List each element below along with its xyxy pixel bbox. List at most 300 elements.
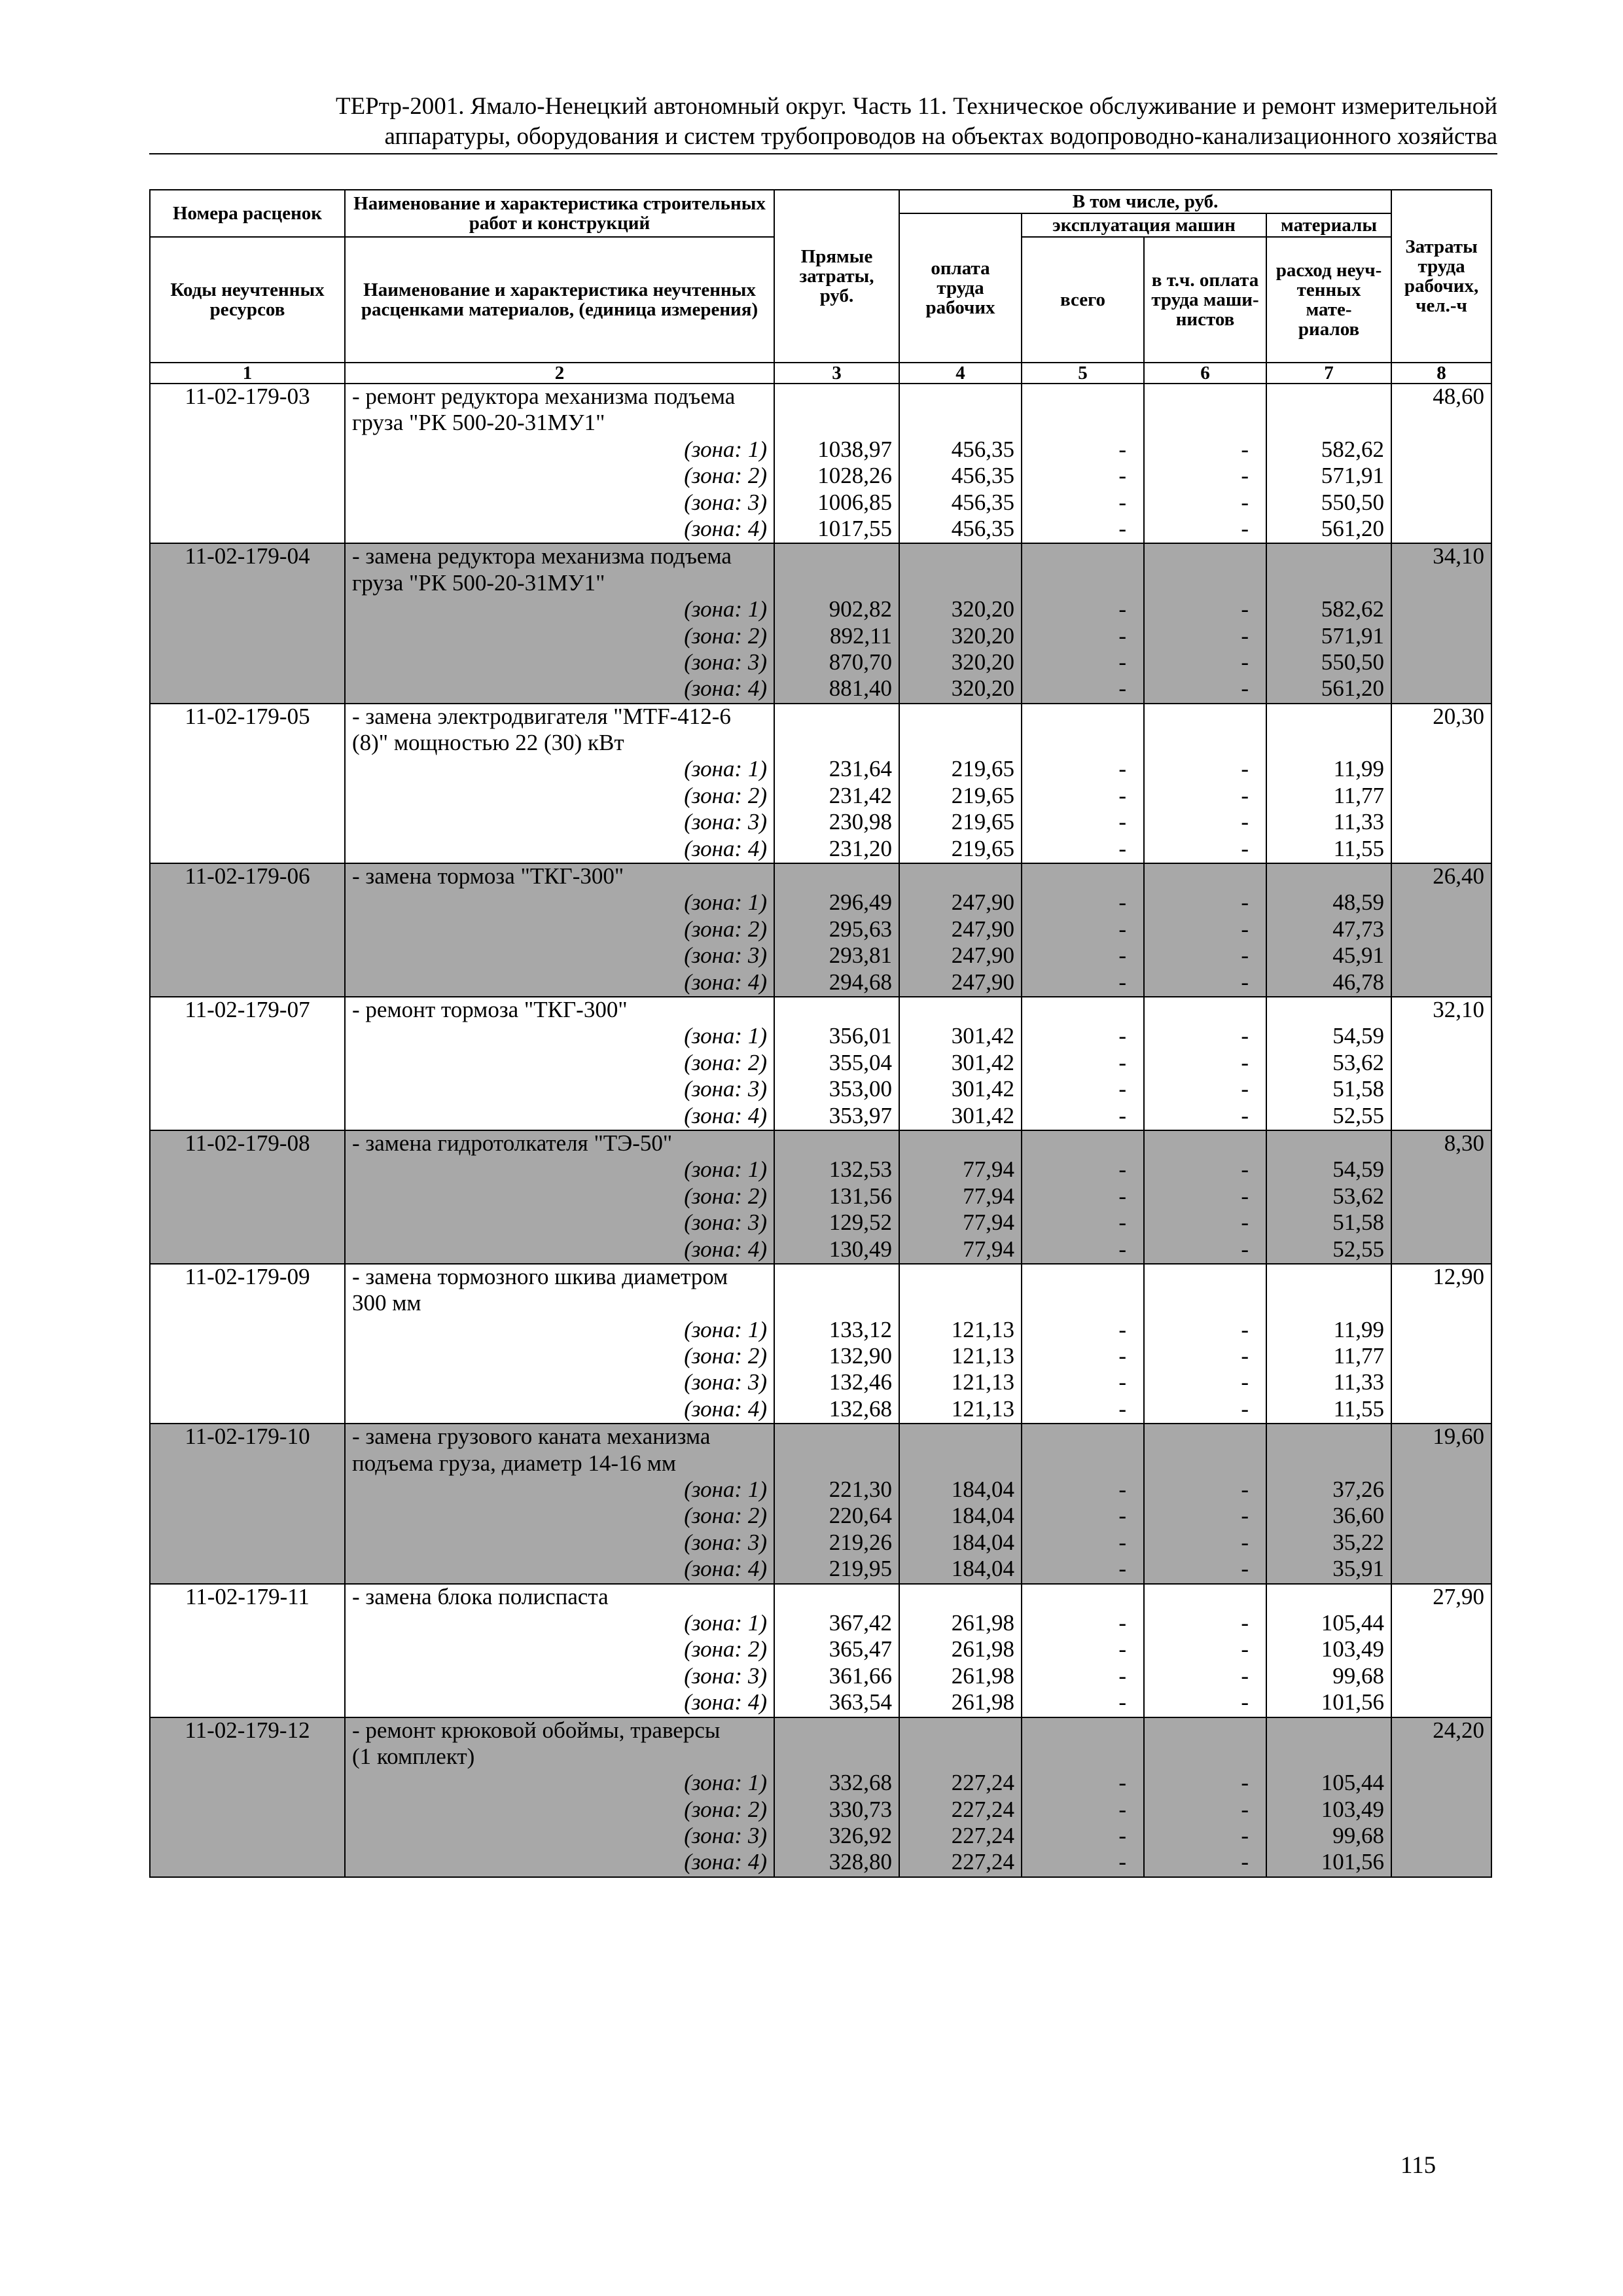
- labor-cost: [1391, 650, 1491, 676]
- labor-cost: 19,60: [1391, 1424, 1491, 1450]
- empty-cell: [1144, 1424, 1266, 1450]
- labor-cost: [1391, 810, 1491, 836]
- rates-table: [149, 189, 1492, 1878]
- zone-label: (зона: 3): [345, 650, 774, 676]
- direct-cost: 353,97: [774, 1103, 899, 1130]
- materials-cost: 11,55: [1266, 1397, 1391, 1424]
- table-body: [150, 384, 1491, 1877]
- machines-cost: -: [1022, 437, 1144, 463]
- table-row: [150, 917, 1491, 943]
- materials-cost: 47,73: [1266, 917, 1391, 943]
- direct-cost: 129,52: [774, 1210, 899, 1236]
- table-row: [150, 1103, 1491, 1130]
- materials-cost: 103,49: [1266, 1637, 1391, 1663]
- rate-code: [150, 490, 345, 516]
- table-row: [150, 1530, 1491, 1556]
- direct-cost: 133,12: [774, 1318, 899, 1344]
- empty-cell: [899, 1264, 1022, 1291]
- rate-code: [150, 943, 345, 969]
- materials-cost: 35,91: [1266, 1556, 1391, 1583]
- machines-cost: -: [1022, 1318, 1144, 1344]
- zone-label: (зона: 3): [345, 1370, 774, 1396]
- empty-cell: [899, 1717, 1022, 1744]
- labor-cost: [1391, 1611, 1491, 1637]
- empty-cell: [1022, 730, 1144, 757]
- rate-code: [150, 650, 345, 676]
- wages-cost: 77,94: [899, 1210, 1022, 1236]
- rate-name: (8)" мощностью 22 (30) кВт: [345, 730, 774, 757]
- direct-cost: 231,20: [774, 836, 899, 863]
- empty-cell: [899, 730, 1022, 757]
- header-line-1: ТЕРтр-2001. Ямало-Ненецкий автономный округ. Часть 11. Техническое обслуживание и ремонт измерительной: [335, 93, 1497, 120]
- empty-cell: [1022, 863, 1144, 890]
- operators-wages: -: [1144, 597, 1266, 623]
- rate-code: 11-02-179-06: [150, 863, 345, 890]
- labor-cost: [1391, 1077, 1491, 1103]
- labor-cost: [1391, 1850, 1491, 1876]
- wages-cost: 320,20: [899, 676, 1022, 703]
- table-row: [150, 704, 1491, 730]
- materials-cost: 36,60: [1266, 1503, 1391, 1530]
- machines-cost: -: [1022, 757, 1144, 783]
- rate-code: [150, 1318, 345, 1344]
- materials-cost: 37,26: [1266, 1477, 1391, 1503]
- wages-cost: 219,65: [899, 810, 1022, 836]
- direct-cost: 219,26: [774, 1530, 899, 1556]
- operators-wages: -: [1144, 783, 1266, 810]
- materials-cost: 11,99: [1266, 757, 1391, 783]
- table-row: [150, 1291, 1491, 1317]
- rate-name: - замена грузового каната механизма: [345, 1424, 774, 1450]
- direct-cost: 870,70: [774, 650, 899, 676]
- wages-cost: 261,98: [899, 1637, 1022, 1663]
- zone-label: (зона: 3): [345, 1664, 774, 1690]
- rate-code: [150, 1024, 345, 1050]
- direct-cost: 132,46: [774, 1370, 899, 1396]
- table-row: [150, 757, 1491, 783]
- table-row: [150, 571, 1491, 597]
- wages-cost: 184,04: [899, 1503, 1022, 1530]
- wages-cost: 121,13: [899, 1344, 1022, 1370]
- labor-cost: [1391, 410, 1491, 437]
- empty-cell: [1144, 1451, 1266, 1477]
- operators-wages: -: [1144, 1344, 1266, 1370]
- rate-name: - ремонт тормоза "ТКГ-300": [345, 997, 774, 1024]
- rate-code: [150, 1611, 345, 1637]
- table-row: [150, 1157, 1491, 1183]
- rate-code: 11-02-179-07: [150, 997, 345, 1024]
- rate-name: - ремонт крюковой обоймы, траверсы: [345, 1717, 774, 1744]
- labor-cost: [1391, 1770, 1491, 1797]
- rate-code: [150, 1690, 345, 1717]
- header-wages: оплата труда рабочих: [899, 213, 1022, 363]
- direct-cost: 132,53: [774, 1157, 899, 1183]
- table-row: [150, 384, 1491, 410]
- operators-wages: -: [1144, 676, 1266, 703]
- labor-cost: [1391, 1690, 1491, 1717]
- machines-cost: -: [1022, 1556, 1144, 1583]
- labor-cost: [1391, 571, 1491, 597]
- direct-cost: 328,80: [774, 1850, 899, 1876]
- direct-cost: 220,64: [774, 1503, 899, 1530]
- empty-cell: [1022, 1424, 1144, 1450]
- labor-cost: [1391, 757, 1491, 783]
- empty-cell: [1022, 1291, 1144, 1317]
- rate-code: [150, 1397, 345, 1424]
- table-row: [150, 1370, 1491, 1396]
- operators-wages: -: [1144, 1556, 1266, 1583]
- wages-cost: 77,94: [899, 1237, 1022, 1264]
- materials-cost: 11,99: [1266, 1318, 1391, 1344]
- table-row: [150, 1424, 1491, 1450]
- materials-cost: 52,55: [1266, 1237, 1391, 1264]
- wages-cost: 456,35: [899, 463, 1022, 490]
- direct-cost: 1017,55: [774, 516, 899, 543]
- header-including: В том числе, руб.: [899, 190, 1391, 213]
- rate-name: 300 мм: [345, 1291, 774, 1317]
- machines-cost: -: [1022, 676, 1144, 703]
- zone-label: (зона: 2): [345, 917, 774, 943]
- zone-label: (зона: 1): [345, 890, 774, 916]
- labor-cost: [1391, 917, 1491, 943]
- table-row: [150, 1130, 1491, 1157]
- empty-cell: [1266, 997, 1391, 1024]
- machines-cost: -: [1022, 836, 1144, 863]
- rate-code: [150, 1797, 345, 1823]
- direct-cost: 231,64: [774, 757, 899, 783]
- materials-cost: 45,91: [1266, 943, 1391, 969]
- table-row: [150, 1637, 1491, 1663]
- direct-cost: 355,04: [774, 1050, 899, 1077]
- operators-wages: -: [1144, 1530, 1266, 1556]
- table-row: [150, 1318, 1491, 1344]
- rate-code: 11-02-179-11: [150, 1584, 345, 1611]
- rate-code: [150, 1050, 345, 1077]
- machines-cost: -: [1022, 1024, 1144, 1050]
- zone-label: (зона: 2): [345, 624, 774, 650]
- operators-wages: -: [1144, 624, 1266, 650]
- machines-cost: -: [1022, 1050, 1144, 1077]
- empty-cell: [899, 1744, 1022, 1770]
- empty-cell: [1266, 704, 1391, 730]
- rate-code: [150, 1530, 345, 1556]
- rate-code: [150, 1744, 345, 1770]
- direct-cost: 293,81: [774, 943, 899, 969]
- labor-cost: [1391, 1797, 1491, 1823]
- table-row: [150, 1690, 1491, 1717]
- rate-code: [150, 1637, 345, 1663]
- direct-cost: 221,30: [774, 1477, 899, 1503]
- wages-cost: 320,20: [899, 597, 1022, 623]
- zone-label: (зона: 4): [345, 970, 774, 997]
- rate-code: [150, 463, 345, 490]
- rate-code: [150, 1291, 345, 1317]
- materials-cost: 105,44: [1266, 1611, 1391, 1637]
- table-row: [150, 783, 1491, 810]
- empty-cell: [774, 1424, 899, 1450]
- operators-wages: -: [1144, 757, 1266, 783]
- rate-code: [150, 1823, 345, 1850]
- operators-wages: -: [1144, 810, 1266, 836]
- operators-wages: -: [1144, 1237, 1266, 1264]
- operators-wages: -: [1144, 890, 1266, 916]
- direct-cost: 330,73: [774, 1797, 899, 1823]
- empty-cell: [1022, 410, 1144, 437]
- labor-cost: 24,20: [1391, 1717, 1491, 1744]
- materials-cost: 582,62: [1266, 597, 1391, 623]
- table-row: [150, 970, 1491, 997]
- rate-code: [150, 730, 345, 757]
- labor-cost: 32,10: [1391, 997, 1491, 1024]
- materials-cost: 51,58: [1266, 1210, 1391, 1236]
- wages-cost: 456,35: [899, 437, 1022, 463]
- machines-cost: -: [1022, 624, 1144, 650]
- labor-cost: [1391, 1451, 1491, 1477]
- labor-cost: [1391, 463, 1491, 490]
- rate-code: [150, 970, 345, 997]
- empty-cell: [774, 863, 899, 890]
- machines-cost: -: [1022, 1157, 1144, 1183]
- zone-label: (зона: 2): [345, 1184, 774, 1210]
- labor-cost: 48,60: [1391, 384, 1491, 410]
- materials-cost: 54,59: [1266, 1157, 1391, 1183]
- materials-cost: 52,55: [1266, 1103, 1391, 1130]
- machines-cost: -: [1022, 1477, 1144, 1503]
- table-row: [150, 1744, 1491, 1770]
- operators-wages: -: [1144, 917, 1266, 943]
- rate-code: [150, 1770, 345, 1797]
- empty-cell: [1022, 704, 1144, 730]
- column-number: 7: [1266, 363, 1391, 384]
- header-direct-costs: Прямые затраты, руб.: [774, 190, 899, 363]
- zone-label: (зона: 3): [345, 1530, 774, 1556]
- labor-cost: [1391, 943, 1491, 969]
- zone-label: (зона: 1): [345, 1318, 774, 1344]
- table-row: [150, 1264, 1491, 1291]
- labor-cost: [1391, 1637, 1491, 1663]
- direct-cost: 353,00: [774, 1077, 899, 1103]
- rate-code: 11-02-179-05: [150, 704, 345, 730]
- rate-code: 11-02-179-10: [150, 1424, 345, 1450]
- wages-cost: 77,94: [899, 1184, 1022, 1210]
- machines-cost: -: [1022, 516, 1144, 543]
- materials-cost: 582,62: [1266, 437, 1391, 463]
- empty-cell: [774, 1744, 899, 1770]
- zone-label: (зона: 3): [345, 943, 774, 969]
- zone-label: (зона: 3): [345, 490, 774, 516]
- materials-cost: 35,22: [1266, 1530, 1391, 1556]
- machines-cost: -: [1022, 1210, 1144, 1236]
- machines-cost: -: [1022, 490, 1144, 516]
- empty-cell: [899, 1424, 1022, 1450]
- operators-wages: -: [1144, 1077, 1266, 1103]
- empty-cell: [1144, 1744, 1266, 1770]
- empty-cell: [774, 997, 899, 1024]
- direct-cost: 132,90: [774, 1344, 899, 1370]
- labor-cost: [1391, 1344, 1491, 1370]
- empty-cell: [1022, 997, 1144, 1024]
- direct-cost: 296,49: [774, 890, 899, 916]
- table-row: [150, 463, 1491, 490]
- direct-cost: 361,66: [774, 1664, 899, 1690]
- empty-cell: [1266, 1584, 1391, 1611]
- rate-code: [150, 890, 345, 916]
- rate-code: [150, 1477, 345, 1503]
- rate-code: [150, 1850, 345, 1876]
- machines-cost: -: [1022, 1770, 1144, 1797]
- table-row: [150, 437, 1491, 463]
- table-row: [150, 1184, 1491, 1210]
- table-row: [150, 650, 1491, 676]
- empty-cell: [1144, 1717, 1266, 1744]
- zone-label: (зона: 4): [345, 1690, 774, 1717]
- table-row: [150, 1770, 1491, 1797]
- materials-cost: 53,62: [1266, 1050, 1391, 1077]
- rate-code: 11-02-179-08: [150, 1130, 345, 1157]
- empty-cell: [1144, 704, 1266, 730]
- machines-cost: -: [1022, 917, 1144, 943]
- operators-wages: -: [1144, 1157, 1266, 1183]
- zone-label: (зона: 1): [345, 1770, 774, 1797]
- direct-cost: 363,54: [774, 1690, 899, 1717]
- labor-cost: [1391, 1318, 1491, 1344]
- machines-cost: -: [1022, 1850, 1144, 1876]
- empty-cell: [774, 1717, 899, 1744]
- labor-cost: 27,90: [1391, 1584, 1491, 1611]
- empty-cell: [1144, 410, 1266, 437]
- table-row: [150, 1717, 1491, 1744]
- direct-cost: 332,68: [774, 1770, 899, 1797]
- zone-label: (зона: 1): [345, 757, 774, 783]
- direct-cost: 902,82: [774, 597, 899, 623]
- table-row: [150, 1850, 1491, 1876]
- labor-cost: [1391, 676, 1491, 703]
- operators-wages: -: [1144, 1797, 1266, 1823]
- zone-label: (зона: 2): [345, 1797, 774, 1823]
- rate-name: - замена гидротолкателя "ТЭ-50": [345, 1130, 774, 1157]
- table-row: [150, 1611, 1491, 1637]
- labor-cost: 8,30: [1391, 1130, 1491, 1157]
- operators-wages: -: [1144, 1664, 1266, 1690]
- wages-cost: 456,35: [899, 516, 1022, 543]
- labor-cost: [1391, 1157, 1491, 1183]
- direct-cost: 1038,97: [774, 437, 899, 463]
- labor-cost: 26,40: [1391, 863, 1491, 890]
- empty-cell: [1144, 571, 1266, 597]
- zone-label: (зона: 4): [345, 676, 774, 703]
- rate-code: [150, 1237, 345, 1264]
- rate-code: [150, 1157, 345, 1183]
- empty-cell: [1266, 863, 1391, 890]
- wages-cost: 247,90: [899, 917, 1022, 943]
- rate-name: - замена редуктора механизма подъема: [345, 543, 774, 570]
- empty-cell: [1144, 730, 1266, 757]
- table-row: [150, 1451, 1491, 1477]
- table-row: [150, 943, 1491, 969]
- empty-cell: [1022, 1264, 1144, 1291]
- empty-cell: [1266, 1264, 1391, 1291]
- wages-cost: 184,04: [899, 1556, 1022, 1583]
- direct-cost: 294,68: [774, 970, 899, 997]
- wages-cost: 227,24: [899, 1770, 1022, 1797]
- labor-cost: [1391, 1050, 1491, 1077]
- rate-code: [150, 1556, 345, 1583]
- header-machines-wages: в т.ч. оплата труда маши- нистов: [1144, 237, 1266, 363]
- machines-cost: -: [1022, 1823, 1144, 1850]
- operators-wages: -: [1144, 490, 1266, 516]
- rate-name: груза "РК 500-20-31МУ1": [345, 410, 774, 437]
- direct-cost: 131,56: [774, 1184, 899, 1210]
- labor-cost: [1391, 783, 1491, 810]
- rate-name: груза "РК 500-20-31МУ1": [345, 571, 774, 597]
- labor-cost: [1391, 1237, 1491, 1264]
- header-labor-costs: Затраты труда рабочих, чел.-ч: [1391, 190, 1491, 363]
- header-materials-unaccounted: расход неуч- тенных мате- риалов: [1266, 237, 1391, 363]
- rate-code: [150, 410, 345, 437]
- labor-cost: [1391, 1556, 1491, 1583]
- header-machines: эксплуатация машин: [1022, 213, 1266, 237]
- machines-cost: -: [1022, 1503, 1144, 1530]
- materials-cost: 550,50: [1266, 650, 1391, 676]
- empty-cell: [1144, 384, 1266, 410]
- zone-label: (зона: 3): [345, 810, 774, 836]
- zone-label: (зона: 1): [345, 437, 774, 463]
- rate-code: [150, 516, 345, 543]
- wages-cost: 301,42: [899, 1050, 1022, 1077]
- labor-cost: [1391, 516, 1491, 543]
- empty-cell: [774, 1130, 899, 1157]
- rate-code: 11-02-179-09: [150, 1264, 345, 1291]
- empty-cell: [1266, 1130, 1391, 1157]
- rate-name: (1 комплект): [345, 1744, 774, 1770]
- rate-code: 11-02-179-04: [150, 543, 345, 570]
- wages-cost: 227,24: [899, 1797, 1022, 1823]
- machines-cost: -: [1022, 1690, 1144, 1717]
- wages-cost: 320,20: [899, 650, 1022, 676]
- header-rule: [149, 153, 1497, 154]
- materials-cost: 11,33: [1266, 810, 1391, 836]
- labor-cost: [1391, 437, 1491, 463]
- empty-cell: [899, 1451, 1022, 1477]
- zone-label: (зона: 4): [345, 1556, 774, 1583]
- empty-cell: [899, 1130, 1022, 1157]
- table-row: [150, 1344, 1491, 1370]
- operators-wages: -: [1144, 1210, 1266, 1236]
- column-number: 3: [774, 363, 899, 384]
- labor-cost: [1391, 1823, 1491, 1850]
- direct-cost: 231,42: [774, 783, 899, 810]
- empty-cell: [774, 571, 899, 597]
- wages-cost: 121,13: [899, 1318, 1022, 1344]
- labor-cost: [1391, 970, 1491, 997]
- empty-cell: [899, 410, 1022, 437]
- empty-cell: [1022, 1584, 1144, 1611]
- materials-cost: 105,44: [1266, 1770, 1391, 1797]
- empty-cell: [1144, 1130, 1266, 1157]
- wages-cost: 121,13: [899, 1397, 1022, 1424]
- empty-cell: [774, 1451, 899, 1477]
- wages-cost: 261,98: [899, 1611, 1022, 1637]
- machines-cost: -: [1022, 1237, 1144, 1264]
- table-row: [150, 597, 1491, 623]
- machines-cost: -: [1022, 1530, 1144, 1556]
- direct-cost: 132,68: [774, 1397, 899, 1424]
- labor-cost: [1391, 1664, 1491, 1690]
- wages-cost: 184,04: [899, 1477, 1022, 1503]
- labor-cost: [1391, 1291, 1491, 1317]
- machines-cost: -: [1022, 1370, 1144, 1396]
- rate-code: [150, 597, 345, 623]
